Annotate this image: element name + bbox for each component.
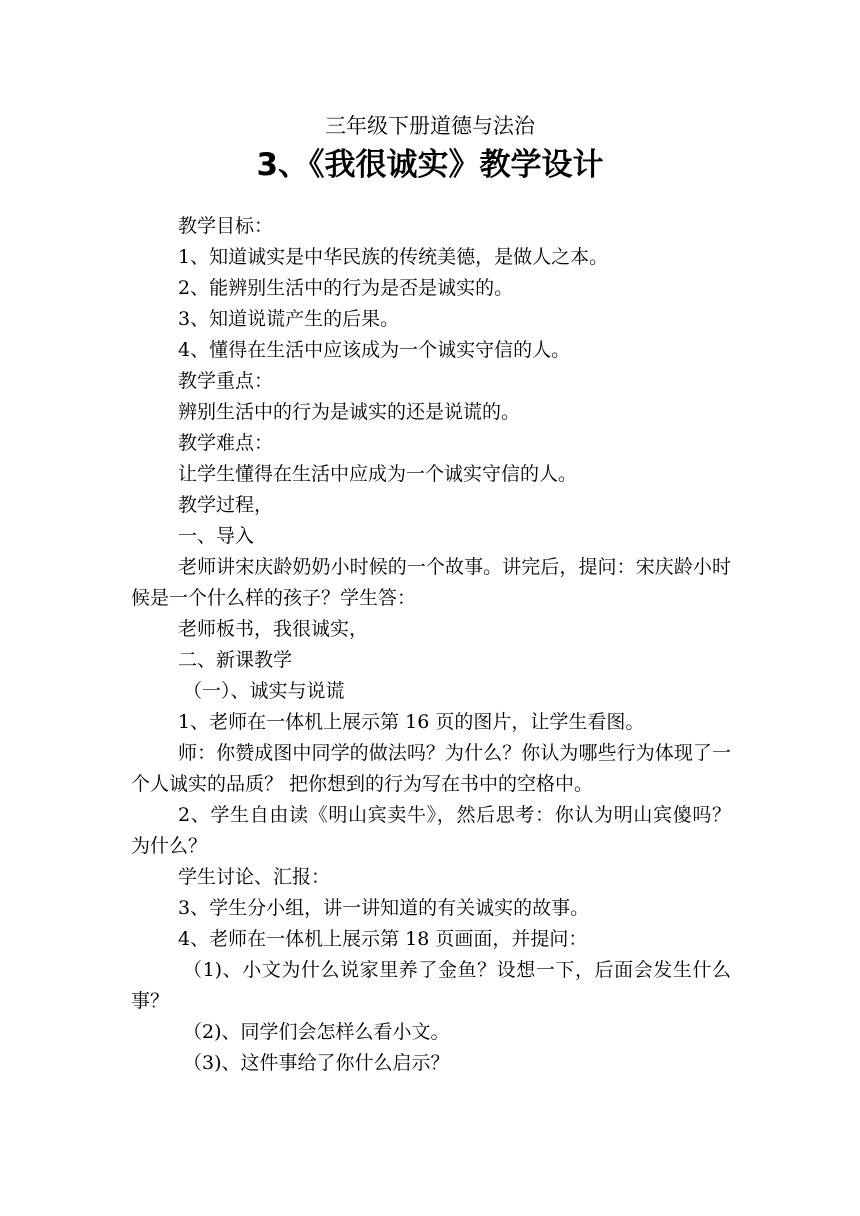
paragraph-question-2: （2)、同学们会怎样么看小文。 [183,1021,450,1043]
paragraph-objective-1: 1、知道诚实是中华民族的传统美德，是做人之本。 [178,246,609,268]
paragraph-objective-2: 2、能辨别生活中的行为是否是诚实的。 [178,277,514,299]
paragraph-question-1: （1)、小文为什么说家里养了金鱼？设想一下，后面会发生什么事？ [131,959,731,1012]
paragraph-step-3: 3、学生分小组，讲一讲知道的有关诚实的故事。 [178,897,590,919]
paragraph-section-new-lesson: 二、新课教学 [178,649,293,671]
paragraph-step-2: 2、学生自由读《明山宾卖牛》，然后思考：你认为明山宾傻吗？为什么？ [131,804,731,857]
document-title: 3、《我很诚实》教学设计 [256,147,604,183]
paragraph-difficulties-heading: 教学难点： [178,432,274,454]
paragraph-key-points: 辨别生活中的行为是诚实的还是说谎的。 [178,401,521,423]
paragraph-difficulties: 让学生懂得在生活中应成为一个诚实守信的人。 [178,463,578,485]
paragraph-subsection-honesty: （一）、诚实与说谎 [183,680,345,702]
paragraph-key-points-heading: 教学重点： [178,370,274,392]
document-body [131,211,731,1079]
paragraph-story: 老师讲宋庆龄奶奶小时候的一个故事。讲完后，提问：宋庆龄小时候是一个什么样的孩子？学生答： [131,556,731,609]
paragraph-step-1: 1、老师在一体机上展示第 16 页的图片，让学生看图。 [178,711,645,733]
paragraph-objective-4: 4、懂得在生活中应该成为一个诚实守信的人。 [178,339,571,361]
paragraph-discussion: 学生讨论、汇报： [178,866,331,888]
paragraph-blackboard: 老师板书，我很诚实， [178,618,369,640]
paragraph-step-4: 4、老师在一体机上展示第 18 页画面，并提问： [178,928,588,950]
document-subtitle: 三年级下册道德与法治 [325,114,535,138]
paragraph-teacher-question: 师：你赞成图中同学的做法吗？为什么？你认为哪些行为体现了一个人诚实的品质？ 把你想到的行为写在书中的空格中。 [131,742,731,795]
paragraph-section-intro: 一、导入 [178,525,255,547]
paragraph-objectives-heading: 教学目标： [178,215,274,237]
paragraph-question-3: （3)、这件事给了你什么启示？ [183,1052,450,1074]
paragraph-objective-3: 3、知道说谎产生的后果。 [178,308,400,330]
paragraph-process-heading: 教学过程， [178,494,274,516]
